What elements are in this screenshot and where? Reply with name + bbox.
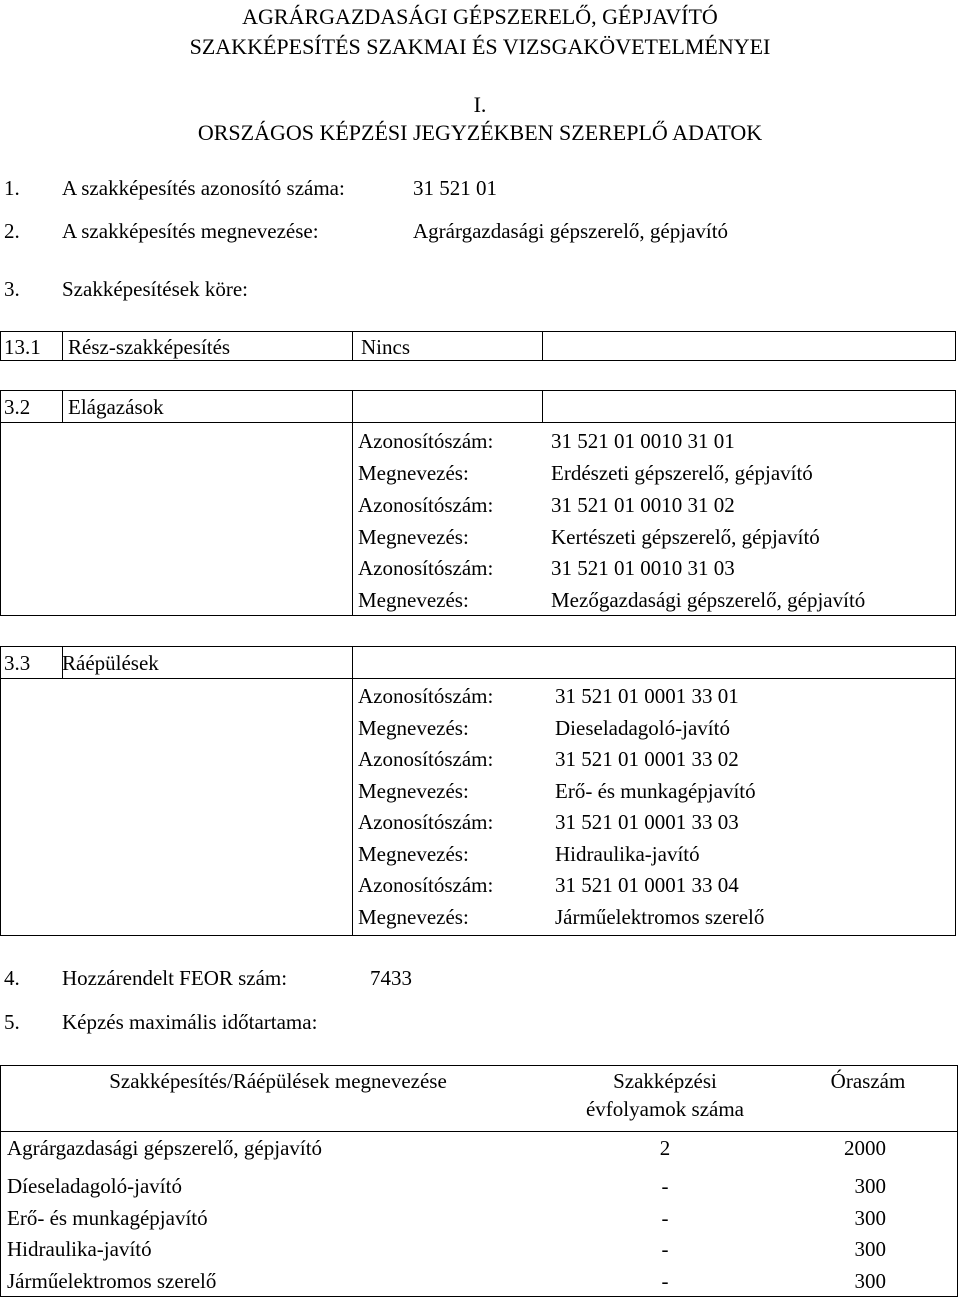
- table-header-hours: Óraszám: [830, 1069, 906, 1093]
- table-row-years: -: [661, 1174, 669, 1198]
- table-row-name: Díeseladagoló-javító: [7, 1174, 182, 1198]
- table-row-hours: 300: [854, 1269, 886, 1293]
- item-3-number: 3.: [4, 277, 20, 301]
- item-1-number: 1.: [4, 176, 20, 200]
- table-left-border: [0, 1065, 1, 1297]
- table-row-years: -: [661, 1269, 669, 1293]
- addons-divider-main: [352, 646, 353, 936]
- branches-divider-num: [62, 390, 63, 422]
- branches-label: Elágazások: [68, 395, 164, 419]
- table-row-years: -: [661, 1206, 669, 1230]
- addon-row-key: Megnevezés:: [358, 905, 469, 929]
- addons-header-bottom-border: [0, 678, 956, 679]
- table-header-name: Szakképesítés/Ráépülések megnevezése: [109, 1069, 447, 1093]
- table-row-name: Erő- és munkagépjavító: [7, 1206, 208, 1230]
- branches-header-bottom-border: [0, 422, 956, 423]
- addon-row-key: Azonosítószám:: [358, 873, 494, 897]
- branches-bottom-border: [0, 615, 956, 616]
- branch-row-value: Mezőgazdasági gépszerelő, gépjavító: [551, 588, 866, 612]
- item-2-number: 2.: [4, 219, 20, 243]
- item-2-label: A szakképesítés megnevezése:: [62, 219, 319, 243]
- branch-row-key: Megnevezés:: [358, 461, 469, 485]
- branches-right-border: [955, 390, 956, 616]
- addon-row-key: Megnevezés:: [358, 779, 469, 803]
- table-right-border: [957, 1065, 958, 1297]
- addons-label: Ráépülések: [62, 651, 159, 675]
- branch-row-value: 31 521 01 0010 31 02: [551, 493, 735, 517]
- section-heading: ORSZÁGOS KÉPZÉSI JEGYZÉKBEN SZEREPLŐ ADATOK: [197, 120, 763, 145]
- table-row-years: 2: [659, 1136, 671, 1160]
- branch-row-key: Megnevezés:: [358, 525, 469, 549]
- table-row-hours: 300: [854, 1237, 886, 1261]
- part-qual-value: Nincs: [361, 335, 410, 359]
- addons-top-border: [0, 646, 956, 647]
- table-bottom-border: [0, 1296, 958, 1297]
- branch-row-value: 31 521 01 0010 31 01: [551, 429, 735, 453]
- addon-row-value: 31 521 01 0001 33 04: [555, 873, 739, 897]
- branch-row-value: Erdészeti gépszerelő, gépjavító: [551, 461, 813, 485]
- addon-row-value: Hidraulika-javító: [555, 842, 700, 866]
- feor-label: Hozzárendelt FEOR szám:: [62, 966, 288, 990]
- item-3-label: Szakképesítések köre:: [62, 277, 249, 301]
- part-qual-left-border: [0, 331, 1, 361]
- addon-row-key: Azonosítószám:: [358, 810, 494, 834]
- branch-row-key: Megnevezés:: [358, 588, 469, 612]
- addons-number: 3.3: [4, 651, 31, 675]
- item-2-value: Agrárgazdasági gépszerelő, gépjavító: [413, 219, 729, 243]
- duration-number: 5.: [4, 1010, 20, 1034]
- table-row-name: Járműelektromos szerelő: [7, 1269, 217, 1293]
- table-row-years: -: [661, 1237, 669, 1261]
- addon-row-value: 31 521 01 0001 33 01: [555, 684, 739, 708]
- branch-row-value: 31 521 01 0010 31 03: [551, 556, 735, 580]
- table-row-name: Agrárgazdasági gépszerelő, gépjavító: [7, 1136, 323, 1160]
- addons-bottom-border: [0, 935, 956, 936]
- addon-row-key: Azonosítószám:: [358, 684, 494, 708]
- addon-row-value: 31 521 01 0001 33 03: [555, 810, 739, 834]
- branch-row-key: Azonosítószám:: [358, 429, 494, 453]
- part-qual-right-border: [955, 331, 956, 361]
- part-qual-bottom-border: [0, 360, 956, 361]
- branches-divider-right: [542, 390, 543, 422]
- addon-row-value: Járműelektromos szerelő: [555, 905, 765, 929]
- duration-label: Képzés maximális időtartama:: [62, 1010, 318, 1034]
- part-qual-divider-1: [62, 331, 63, 361]
- part-qual-divider-3: [542, 331, 543, 361]
- addon-row-key: Megnevezés:: [358, 842, 469, 866]
- table-header-years-line1: Szakképzési: [613, 1069, 717, 1093]
- addon-row-value: Erő- és munkagépjavító: [555, 779, 756, 803]
- table-top-border: [0, 1065, 958, 1066]
- document-title-line1: AGRÁRGAZDASÁGI GÉPSZERELŐ, GÉPJAVÍTÓ: [242, 4, 718, 29]
- branch-row-key: Azonosítószám:: [358, 493, 494, 517]
- table-row-hours: 2000: [844, 1136, 886, 1160]
- section-roman-numeral: I.: [473, 92, 487, 117]
- item-1-label: A szakképesítés azonosító száma:: [62, 176, 345, 200]
- table-header-years-line2: évfolyamok száma: [585, 1097, 745, 1121]
- addon-row-key: Megnevezés:: [358, 716, 469, 740]
- table-header-bottom-border: [0, 1131, 958, 1132]
- part-qual-label: Rész-szakképesítés: [68, 335, 231, 359]
- branches-number: 3.2: [4, 395, 31, 419]
- document-title-line2: SZAKKÉPESÍTÉS SZAKMAI ÉS VIZSGAKÖVETELMÉNYEI: [189, 34, 771, 59]
- part-qual-top-border: [0, 331, 956, 332]
- addon-row-key: Azonosítószám:: [358, 747, 494, 771]
- addons-right-border: [955, 646, 956, 936]
- branch-row-key: Azonosítószám:: [358, 556, 494, 580]
- branches-divider-main: [352, 390, 353, 616]
- table-row-hours: 300: [854, 1174, 886, 1198]
- table-row-name: Hidraulika-javító: [7, 1237, 152, 1261]
- addons-left-border: [0, 646, 1, 936]
- part-qual-divider-2: [352, 331, 353, 361]
- feor-number: 4.: [4, 966, 20, 990]
- feor-value: 7433: [370, 966, 412, 990]
- item-1-value: 31 521 01: [413, 176, 497, 200]
- addon-row-value: Dieseladagoló-javító: [555, 716, 730, 740]
- addon-row-value: 31 521 01 0001 33 02: [555, 747, 739, 771]
- table-row-hours: 300: [854, 1206, 886, 1230]
- branches-left-border: [0, 390, 1, 616]
- branch-row-value: Kertészeti gépszerelő, gépjavító: [551, 525, 820, 549]
- branches-top-border: [0, 390, 956, 391]
- part-qual-number: 13.1: [4, 335, 41, 359]
